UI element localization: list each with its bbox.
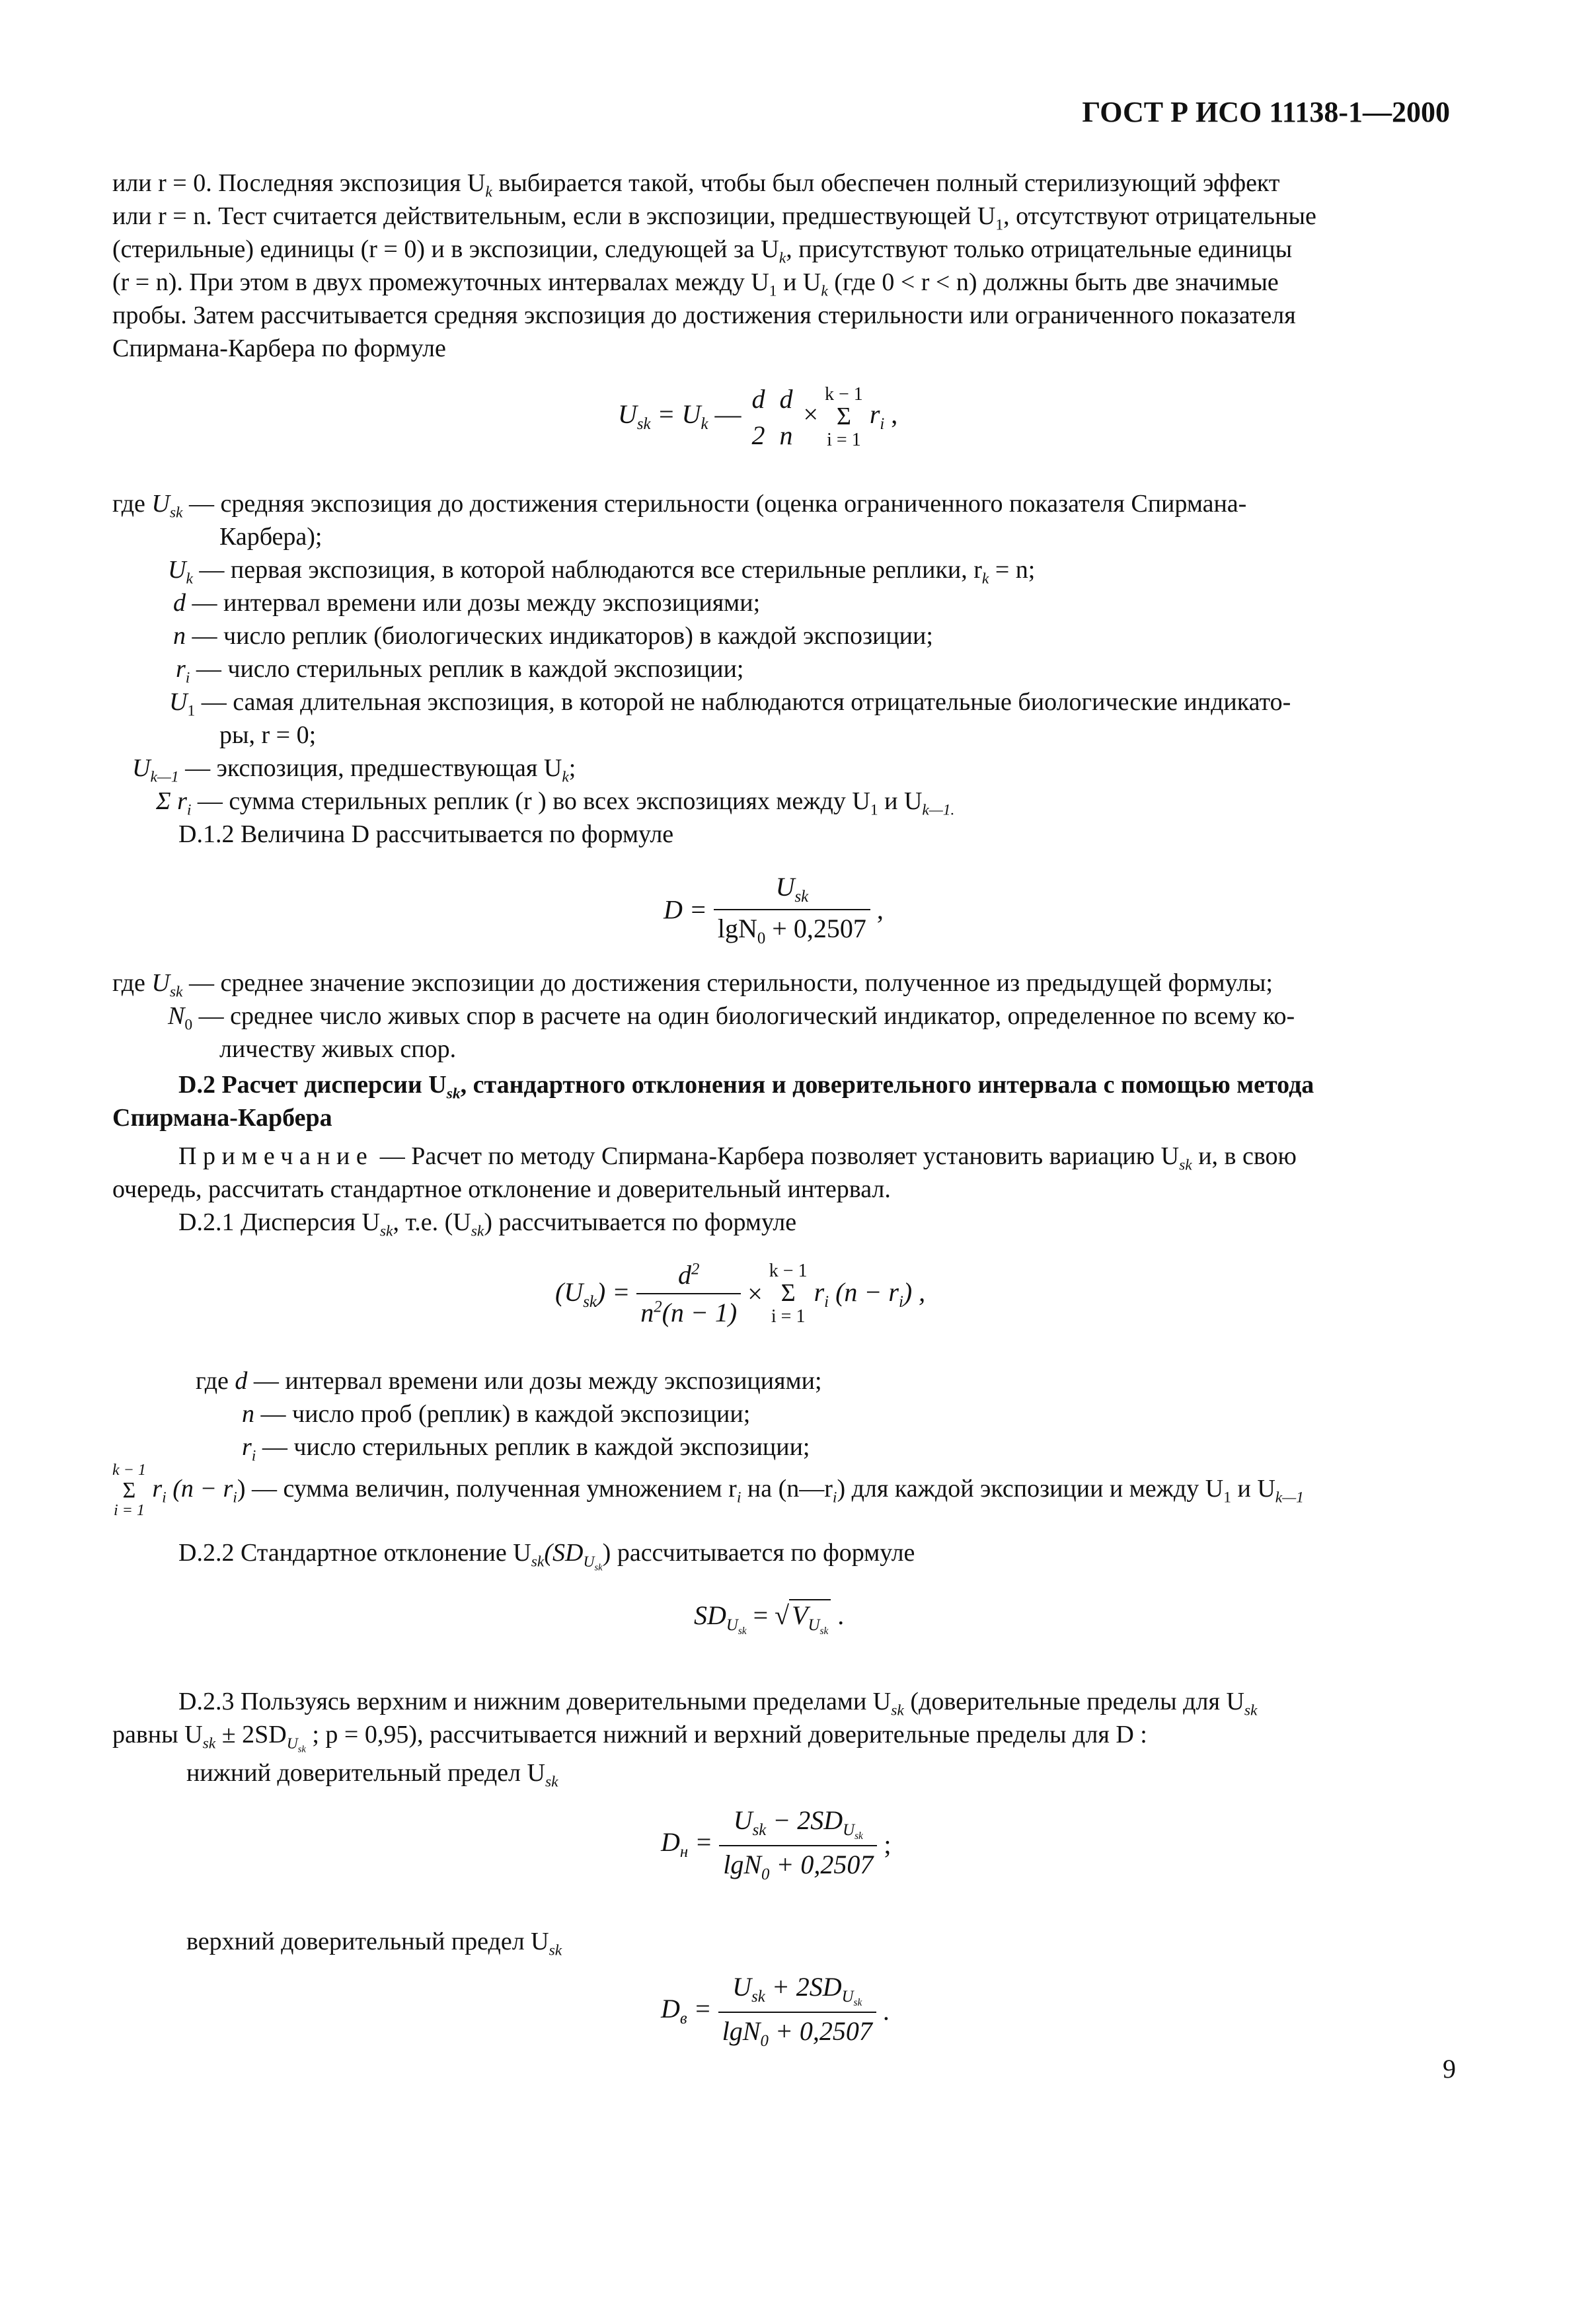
subscript: i — [898, 1292, 903, 1311]
subscript: sk — [853, 1996, 862, 2008]
text: D.2.1 Дисперсия U — [178, 1208, 380, 1236]
text: (r = n). При этом в двух промежуточных интервалах между U — [112, 268, 769, 296]
text: + 0,2507 — [765, 914, 866, 943]
subscript: U — [841, 1988, 854, 2006]
symbol: n — [173, 622, 186, 650]
subscript: i — [185, 669, 190, 687]
symbol: U — [168, 556, 186, 584]
subscript: i — [186, 801, 192, 819]
paragraph-line: Спирмана-Карбера по формуле — [112, 334, 446, 362]
text: ) , — [903, 1276, 926, 1307]
text: — Расчет по методу Спирмана-Карбера позволяет установить вариацию U — [373, 1142, 1180, 1170]
formula-text: — — [708, 399, 748, 430]
fraction — [718, 1971, 876, 2051]
subscript: sk — [819, 1625, 829, 1637]
page-number: 9 — [1443, 2054, 1456, 2084]
definition-line — [168, 557, 1035, 587]
note-line — [178, 1144, 1297, 1173]
text: — первая экспозиция, в которой наблюдаются все стерильные реплики, r — [192, 556, 982, 584]
definition-sum-line — [112, 1462, 1304, 1519]
formula-text: , — [870, 894, 884, 925]
subscript: sk — [594, 1562, 603, 1573]
text: и U — [1231, 1474, 1275, 1503]
definition-line — [173, 623, 933, 648]
text: D.2.2 Стандартное отклонение U — [178, 1539, 531, 1567]
text: и U — [878, 787, 923, 815]
symbol: n — [242, 1400, 254, 1428]
formula-usk — [618, 383, 897, 451]
subscript: 1 — [187, 702, 196, 720]
text: где — [112, 969, 152, 997]
text: — интервал времени или дозы между экспозициями; — [247, 1367, 822, 1395]
definition-line — [156, 789, 954, 818]
symbol: U — [151, 969, 170, 997]
superscript: 2 — [691, 1260, 700, 1278]
definition-line: личеству живых спор. — [219, 1035, 457, 1063]
subscript: i — [832, 1489, 837, 1507]
subscript: U — [808, 1616, 820, 1634]
denominator — [714, 909, 870, 948]
numerator — [636, 1259, 741, 1293]
text: на (n—r — [741, 1474, 833, 1503]
definition-line — [173, 590, 760, 615]
symbol: N — [168, 1002, 185, 1030]
subscript — [583, 1553, 602, 1571]
text: + 0,2507 — [769, 1849, 874, 1879]
denominator — [636, 1293, 741, 1328]
paragraph-line: пробы. Затем рассчитывается средняя экспозиция до достижения стерильности или ограниченного показателя — [112, 301, 1296, 329]
formula-lhs — [661, 1994, 718, 2028]
text: ) = — [596, 1276, 637, 1307]
section-d21 — [178, 1210, 796, 1239]
text: . — [876, 1996, 890, 2026]
symbol: lgN — [717, 914, 757, 943]
subscript: 0 — [757, 929, 766, 947]
text: = — [688, 1827, 720, 1858]
document-header: ГОСТ Р ИСО 11138-1—2000 — [1082, 96, 1450, 128]
subscript: 1 — [1223, 1489, 1231, 1507]
times-sign: × — [803, 399, 819, 430]
text: (доверительные пределы для U — [903, 1688, 1244, 1715]
text: — экспозиция, предшествующая U — [178, 754, 562, 782]
symbol: d — [678, 1260, 691, 1290]
denominator — [718, 2012, 876, 2051]
paragraph-line — [112, 237, 1292, 266]
symbol: U — [132, 754, 151, 782]
symbol: r — [176, 655, 186, 683]
text: где — [112, 490, 152, 518]
text: D.2 Расчет дисперсии U — [178, 1071, 447, 1099]
symbol: d — [173, 589, 186, 617]
symbol: U — [775, 872, 795, 902]
subscript: k — [981, 570, 989, 588]
subscript: sk — [169, 504, 183, 522]
text: = — [687, 1994, 718, 2024]
subscript: sk — [379, 1222, 393, 1240]
subscript: k — [562, 768, 569, 786]
text: — число реплик (биологических индикаторов) в каждой экспозиции; — [186, 622, 933, 650]
text: (n − 1) — [662, 1298, 738, 1327]
formula-text: = U — [650, 399, 701, 430]
text: и U — [777, 268, 821, 296]
text: U — [583, 1553, 595, 1571]
formula-symbol: U — [618, 399, 637, 430]
text: нижний доверительный предел U — [186, 1759, 545, 1787]
fraction — [714, 871, 870, 948]
text: (n − r — [166, 1474, 233, 1503]
formula-text: , — [884, 399, 898, 430]
subscript: i — [824, 1292, 829, 1311]
text: где — [196, 1367, 235, 1395]
formula-sd — [694, 1600, 844, 1637]
text: D.2.3 Пользуясь верхним и нижним доверительными пределами U — [178, 1688, 892, 1715]
subscript: sk — [636, 415, 651, 434]
symbol: D — [661, 1994, 680, 2024]
subscript: sk — [1244, 1702, 1258, 1719]
subscript: 0 — [760, 2031, 769, 2050]
fraction — [636, 1259, 741, 1328]
upper-limit-label — [186, 1929, 562, 1959]
formula-d-upper — [661, 1971, 890, 2051]
text: или r = n. Тест считается действительным, если в экспозиции, предшествующей U — [112, 202, 996, 230]
definition-line — [112, 491, 1246, 521]
subscript: 1 — [870, 801, 878, 819]
formula-variance — [555, 1259, 925, 1328]
text: = n; — [989, 556, 1036, 584]
numerator: d — [779, 384, 793, 414]
text: ) рассчитывается по формуле — [602, 1539, 915, 1567]
subscript: sk — [446, 1085, 461, 1103]
formula-term — [814, 1276, 926, 1311]
symbol: r — [242, 1433, 252, 1461]
superscript: 2 — [654, 1298, 662, 1316]
text: , т.е. (U — [393, 1208, 471, 1236]
section-d12: D.1.2 Величина D рассчитывается по формуле — [178, 820, 674, 848]
denominator: 2 — [751, 420, 765, 450]
denominator — [719, 1845, 877, 1884]
subscript: k — [779, 249, 786, 267]
text: — среднее число живых спор в расчете на один биологический индикатор, определенное по всему ко- — [192, 1002, 1295, 1030]
symbol: lgN — [722, 2016, 761, 2046]
text: — среднее значение экспозиции до достижения стерильности, полученное из предыдущей формулы; — [182, 969, 1273, 997]
text: — интервал времени или дозы между экспозициями; — [186, 589, 761, 617]
numerator — [714, 871, 870, 909]
text: ) для каждой экспозиции и между U — [837, 1474, 1224, 1503]
subscript: k—1. — [922, 801, 955, 819]
text: ; — [568, 754, 576, 782]
subscript: sk — [751, 1988, 765, 2006]
subscript: sk — [545, 1773, 558, 1791]
fraction-d-n — [775, 383, 796, 451]
sum-upper: k − 1 — [112, 1462, 146, 1479]
formula-lhs — [661, 1827, 720, 1862]
text: (SD — [544, 1539, 584, 1567]
subscript: k — [821, 282, 828, 300]
symbol: V — [792, 1600, 808, 1630]
paragraph-line — [112, 270, 1279, 299]
summation — [769, 1261, 808, 1327]
sigma-icon: Σ — [780, 1279, 796, 1308]
text: + 2SD — [765, 1972, 842, 2002]
times-sign: × — [747, 1278, 769, 1309]
subscript: sk — [891, 1702, 904, 1719]
text: ; — [877, 1829, 892, 1860]
subscript: sk — [738, 1625, 747, 1637]
text: (стерильные) единицы (r = 0) и в экспозиции, следующей за U — [112, 235, 779, 263]
fraction-d-2 — [747, 383, 769, 451]
denominator: n — [779, 420, 793, 450]
symbol: D — [661, 1827, 680, 1858]
definition-line: ры, r = 0; — [219, 721, 317, 749]
subscript: sk — [202, 1735, 216, 1752]
symbol: Σ r — [156, 787, 187, 815]
sum-lower: i = 1 — [827, 429, 861, 450]
definition-line: Карбера); — [219, 523, 323, 551]
symbol: U — [169, 688, 188, 716]
text: , отсутствуют отрицательные — [1003, 202, 1316, 230]
text: — сумма стерильных реплик (r ) во всех экспозициях между U — [191, 787, 870, 815]
formula-symbol: D = — [664, 894, 714, 925]
subscript: н — [679, 1843, 689, 1862]
definition-line — [132, 756, 576, 785]
text: — самая длительная экспозиция, в которой не наблюдаются отрицательные биологические индикато- — [195, 688, 1291, 716]
subscript: sk — [794, 888, 809, 906]
text: равны U — [112, 1721, 203, 1748]
text: и, в свою — [1192, 1142, 1297, 1170]
symbol: (U — [555, 1276, 584, 1307]
subscript: sk — [297, 1744, 306, 1755]
subscript: U — [286, 1735, 298, 1752]
formula-symbol: r — [869, 399, 880, 430]
text: выбирается такой, чтобы был обеспечен полный стерилизующий эффект — [492, 169, 1280, 197]
text: ) рассчитывается по формуле — [484, 1208, 797, 1236]
section-d23 — [178, 1689, 1258, 1719]
subscript: k — [701, 415, 708, 434]
subscript: sk — [471, 1222, 484, 1240]
subscript: i — [162, 1489, 167, 1507]
summation — [825, 385, 863, 450]
text: — число проб (реплик) в каждой экспозиции; — [254, 1400, 751, 1428]
text: ; p = 0,95), рассчитывается нижний и верхний доверительные пределы для D : — [305, 1721, 1147, 1748]
text: , стандартного отклонения и доверительного интервала с помощью метода — [460, 1071, 1314, 1099]
formula-lhs — [555, 1276, 637, 1311]
section-heading-cont: Спирмана-Карбера — [112, 1104, 332, 1132]
symbol: r — [814, 1276, 825, 1307]
symbol: U — [733, 1805, 753, 1835]
subscript: i — [251, 1447, 256, 1465]
symbol: SD — [694, 1600, 726, 1630]
fraction — [719, 1805, 877, 1884]
subscript: sk — [752, 1821, 767, 1839]
formula-d — [664, 871, 884, 948]
subscript: sk — [549, 1942, 562, 1959]
text: — средняя экспозиция до достижения стерильности (оценка ограниченного показателя Спирмана- — [182, 490, 1247, 518]
sum-upper: k − 1 — [825, 383, 863, 405]
sqrt-icon: √ — [775, 1600, 790, 1630]
formula-d-lower — [661, 1805, 892, 1884]
subscript: k—1 — [1275, 1489, 1304, 1507]
subscript: U — [843, 1821, 855, 1839]
subscript: k—1 — [150, 768, 179, 786]
subscript: k — [186, 570, 193, 588]
note-line: очередь, рассчитать стандартное отклонение и доверительный интервал. — [112, 1175, 891, 1203]
numerator: d — [751, 384, 765, 414]
section-d22 — [178, 1540, 915, 1573]
sum-lower: i = 1 — [771, 1306, 806, 1327]
symbol: lgN — [723, 1849, 761, 1879]
paragraph-line — [112, 204, 1316, 233]
definition-line — [176, 656, 743, 686]
text: = — [746, 1600, 775, 1630]
subscript: 1 — [995, 216, 1004, 234]
note-label: Примечание — [178, 1142, 374, 1170]
text: . — [831, 1600, 845, 1630]
sum-upper: k − 1 — [769, 1260, 808, 1281]
text: (n − r — [829, 1276, 899, 1307]
subscript: 0 — [184, 1016, 193, 1034]
subscript: sk — [1179, 1156, 1192, 1174]
subscript: sk — [855, 1830, 863, 1842]
text: + 0,2507 — [768, 2016, 872, 2046]
text: − 2SD — [766, 1805, 843, 1835]
definition-line — [168, 1003, 1295, 1033]
section-d23-cont — [112, 1722, 1147, 1754]
radicand — [789, 1599, 831, 1637]
numerator — [719, 1805, 877, 1845]
definition-line — [196, 1368, 822, 1393]
definition-line — [242, 1434, 810, 1464]
section-heading — [178, 1072, 1314, 1102]
symbol: U — [151, 490, 170, 518]
subscript: sk — [531, 1553, 545, 1571]
symbol: d — [235, 1367, 248, 1395]
subscript: k — [485, 183, 492, 201]
subscript: i — [880, 415, 885, 434]
summation — [112, 1462, 146, 1519]
paragraph-line — [112, 171, 1280, 200]
sigma-icon: Σ — [836, 403, 851, 431]
text: (где 0 < r < n) должны быть две значимые — [827, 268, 1279, 296]
symbol: r — [145, 1474, 163, 1503]
text: верхний доверительный предел U — [186, 1928, 549, 1955]
sigma-icon: Σ — [122, 1478, 136, 1503]
symbol: U — [732, 1972, 752, 2002]
text: ) — сумма величин, полученная умножением r — [237, 1474, 737, 1503]
definition-line — [112, 970, 1273, 1000]
text: , присутствуют только отрицательные единицы — [786, 235, 1293, 263]
subscript: i — [736, 1489, 741, 1507]
subscript: i — [233, 1489, 237, 1507]
subscript: sk — [583, 1292, 597, 1311]
definition-line — [242, 1401, 750, 1427]
subscript: sk — [169, 983, 183, 1001]
subscript: 1 — [769, 282, 777, 300]
text: — число стерильных реплик в каждой экспозиции; — [190, 655, 744, 683]
subscript: в — [679, 2010, 687, 2028]
text: — число стерильных реплик в каждой экспозиции; — [256, 1433, 810, 1461]
definition-line — [169, 689, 1291, 719]
symbol: n — [640, 1298, 654, 1327]
lower-limit-label — [186, 1760, 558, 1790]
subscript: U — [726, 1616, 738, 1634]
text: или r = 0. Последняя экспозиция U — [112, 169, 486, 197]
subscript: 0 — [761, 1865, 770, 1883]
text: ± 2SD — [215, 1721, 287, 1748]
sum-lower: i = 1 — [113, 1501, 145, 1519]
numerator — [718, 1971, 876, 2012]
